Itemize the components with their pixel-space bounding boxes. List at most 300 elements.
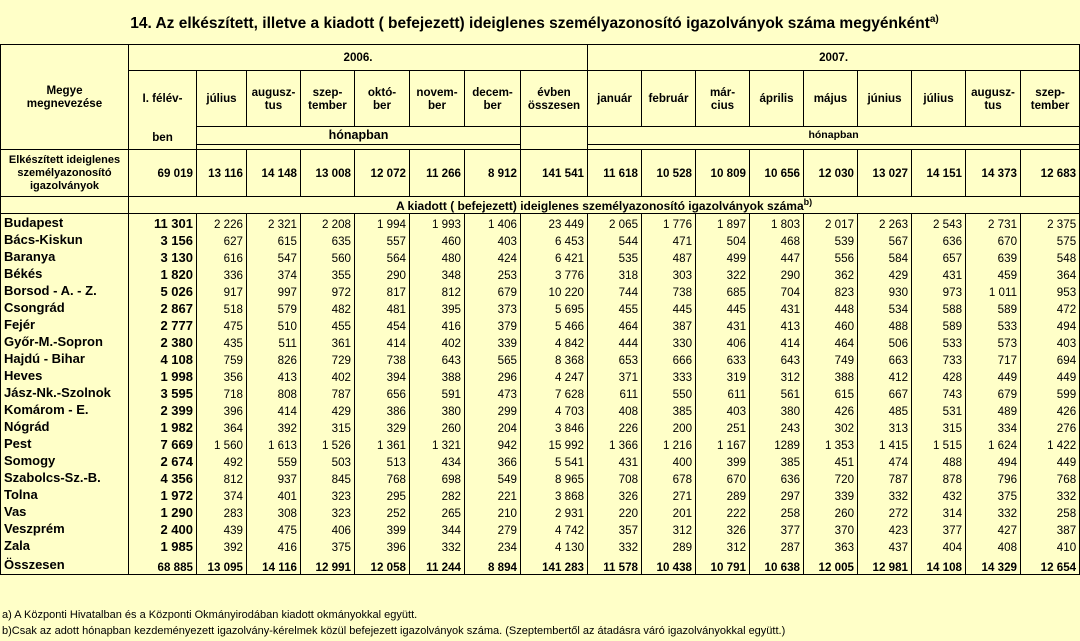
cell-value: 1 526 bbox=[301, 435, 355, 452]
cell-value: 513 bbox=[355, 452, 410, 469]
made-value: 11 618 bbox=[588, 150, 642, 197]
cell-value: 656 bbox=[355, 384, 410, 401]
cell-value: 363 bbox=[804, 537, 858, 554]
month-header-2006: szep- tember bbox=[301, 71, 355, 127]
cell-value: 535 bbox=[588, 248, 642, 265]
cell-value: 472 bbox=[1021, 299, 1080, 316]
cell-value: 657 bbox=[912, 248, 966, 265]
cell-value: 388 bbox=[804, 367, 858, 384]
cell-value: 404 bbox=[912, 537, 966, 554]
issued-header-blank bbox=[1, 197, 129, 214]
cell-value: 694 bbox=[1021, 350, 1080, 367]
cell-value: 1 897 bbox=[696, 214, 750, 232]
cell-value: 297 bbox=[750, 486, 804, 503]
county-name: Tolna bbox=[1, 486, 129, 503]
cell-value: 434 bbox=[410, 452, 465, 469]
cell-value: 667 bbox=[858, 384, 912, 401]
month-header-2007: augusz- tus bbox=[966, 71, 1021, 127]
cell-value: 332 bbox=[858, 486, 912, 503]
table-row bbox=[1, 384, 1080, 401]
footnote-a: a) A Központi Hivatalban és a Központi Okmányirodában kiadott okmányokkal együtt. bbox=[2, 609, 418, 621]
cell-value: 431 bbox=[696, 316, 750, 333]
cell-value: 313 bbox=[858, 418, 912, 435]
county-name: Baranya bbox=[1, 248, 129, 265]
footnotes bbox=[2, 607, 785, 639]
cell-value: 4 842 bbox=[521, 333, 588, 350]
table-row bbox=[1, 333, 1080, 350]
cell-value: 1 803 bbox=[750, 214, 804, 232]
cell-value: 698 bbox=[410, 469, 465, 486]
cell-value: 282 bbox=[410, 486, 465, 503]
cell-value: 812 bbox=[197, 469, 247, 486]
cell-value: 399 bbox=[696, 452, 750, 469]
made-value: 69 019 bbox=[129, 150, 197, 197]
cell-value: 289 bbox=[642, 537, 696, 554]
cell-value: 385 bbox=[750, 452, 804, 469]
cell-value: 474 bbox=[858, 452, 912, 469]
total-value: 8 894 bbox=[465, 554, 521, 575]
cell-value: 355 bbox=[301, 265, 355, 282]
cell-value: 4 356 bbox=[129, 469, 197, 486]
cell-value: 768 bbox=[355, 469, 410, 486]
cell-value: 364 bbox=[1021, 265, 1080, 282]
cell-value: 459 bbox=[966, 265, 1021, 282]
cell-value: 339 bbox=[804, 486, 858, 503]
cell-value: 296 bbox=[465, 367, 521, 384]
month-header-2006: novem- ber bbox=[410, 71, 465, 127]
cell-value: 428 bbox=[912, 367, 966, 384]
cell-value: 557 bbox=[355, 231, 410, 248]
cell-value: 4 108 bbox=[129, 350, 197, 367]
total-value: 12 991 bbox=[301, 554, 355, 575]
cell-value: 937 bbox=[247, 469, 301, 486]
cell-value: 504 bbox=[696, 231, 750, 248]
cell-value: 492 bbox=[197, 452, 247, 469]
statistics-table bbox=[0, 44, 1080, 575]
cell-value: 4 703 bbox=[521, 401, 588, 418]
cell-value: 375 bbox=[966, 486, 1021, 503]
cell-value: 499 bbox=[696, 248, 750, 265]
cell-value: 1 993 bbox=[410, 214, 465, 232]
cell-value: 588 bbox=[912, 299, 966, 316]
cell-value: 287 bbox=[750, 537, 804, 554]
cell-value: 276 bbox=[1021, 418, 1080, 435]
cell-value: 733 bbox=[912, 350, 966, 367]
cell-value: 575 bbox=[1021, 231, 1080, 248]
cell-value: 2 931 bbox=[521, 503, 588, 520]
cell-value: 332 bbox=[966, 503, 1021, 520]
cell-value: 489 bbox=[966, 401, 1021, 418]
cell-value: 1 353 bbox=[804, 435, 858, 452]
cell-value: 289 bbox=[696, 486, 750, 503]
cell-value: 584 bbox=[858, 248, 912, 265]
month-header-2007: május bbox=[804, 71, 858, 127]
honapban-2006: hónapban bbox=[197, 127, 521, 145]
cell-value: 2 400 bbox=[129, 520, 197, 537]
cell-value: 414 bbox=[247, 401, 301, 418]
cell-value: 1 560 bbox=[197, 435, 247, 452]
cell-value: 392 bbox=[247, 418, 301, 435]
cell-value: 503 bbox=[301, 452, 355, 469]
made-value: 14 373 bbox=[966, 150, 1021, 197]
cell-value: 445 bbox=[642, 299, 696, 316]
year-total-header-spacer bbox=[521, 127, 588, 150]
total-value: 11 244 bbox=[410, 554, 465, 575]
cell-value: 399 bbox=[355, 520, 410, 537]
cell-value: 326 bbox=[696, 520, 750, 537]
cell-value: 488 bbox=[912, 452, 966, 469]
made-value: 12 030 bbox=[804, 150, 858, 197]
cell-value: 455 bbox=[588, 299, 642, 316]
cell-value: 7 669 bbox=[129, 435, 197, 452]
made-value: 11 266 bbox=[410, 150, 465, 197]
cell-value: 4 742 bbox=[521, 520, 588, 537]
cell-value: 573 bbox=[966, 333, 1021, 350]
cell-value: 589 bbox=[912, 316, 966, 333]
cell-value: 2 375 bbox=[1021, 214, 1080, 232]
cell-value: 444 bbox=[588, 333, 642, 350]
cell-value: 708 bbox=[588, 469, 642, 486]
cell-value: 639 bbox=[966, 248, 1021, 265]
cell-value: 917 bbox=[197, 282, 247, 299]
cell-value: 403 bbox=[1021, 333, 1080, 350]
cell-value: 1 613 bbox=[247, 435, 301, 452]
cell-value: 400 bbox=[642, 452, 696, 469]
cell-value: 251 bbox=[696, 418, 750, 435]
cell-value: 308 bbox=[247, 503, 301, 520]
cell-value: 533 bbox=[966, 316, 1021, 333]
cell-value: 2 065 bbox=[588, 214, 642, 232]
made-value: 12 072 bbox=[355, 150, 410, 197]
cell-value: 823 bbox=[804, 282, 858, 299]
cell-value: 808 bbox=[247, 384, 301, 401]
cell-value: 749 bbox=[804, 350, 858, 367]
cell-value: 243 bbox=[750, 418, 804, 435]
cell-value: 547 bbox=[247, 248, 301, 265]
cell-value: 402 bbox=[410, 333, 465, 350]
made-value: 14 151 bbox=[912, 150, 966, 197]
made-value: 13 008 bbox=[301, 150, 355, 197]
cell-value: 475 bbox=[197, 316, 247, 333]
cell-value: 550 bbox=[642, 384, 696, 401]
cell-value: 942 bbox=[465, 435, 521, 452]
county-name: Heves bbox=[1, 367, 129, 384]
cell-value: 290 bbox=[355, 265, 410, 282]
cell-value: 330 bbox=[642, 333, 696, 350]
cell-value: 222 bbox=[696, 503, 750, 520]
period-header-half-year-lower: ben bbox=[129, 127, 197, 150]
cell-value: 258 bbox=[750, 503, 804, 520]
cell-value: 482 bbox=[301, 299, 355, 316]
cell-value: 344 bbox=[410, 520, 465, 537]
cell-value: 579 bbox=[247, 299, 301, 316]
cell-value: 366 bbox=[465, 452, 521, 469]
cell-value: 743 bbox=[912, 384, 966, 401]
cell-value: 210 bbox=[465, 503, 521, 520]
cell-value: 402 bbox=[301, 367, 355, 384]
cell-value: 636 bbox=[750, 469, 804, 486]
cell-value: 663 bbox=[858, 350, 912, 367]
cell-value: 447 bbox=[750, 248, 804, 265]
cell-value: 2 017 bbox=[804, 214, 858, 232]
cell-value: 6 421 bbox=[521, 248, 588, 265]
county-name: Borsod - A. - Z. bbox=[1, 282, 129, 299]
cell-value: 396 bbox=[355, 537, 410, 554]
cell-value: 2 263 bbox=[858, 214, 912, 232]
cell-value: 817 bbox=[355, 282, 410, 299]
cell-value: 439 bbox=[197, 520, 247, 537]
cell-value: 559 bbox=[247, 452, 301, 469]
table-row bbox=[1, 248, 1080, 265]
cell-value: 635 bbox=[301, 231, 355, 248]
cell-value: 23 449 bbox=[521, 214, 588, 232]
cell-value: 258 bbox=[1021, 503, 1080, 520]
cell-value: 265 bbox=[410, 503, 465, 520]
table-row bbox=[1, 214, 1080, 232]
cell-value: 2 380 bbox=[129, 333, 197, 350]
cell-value: 1 366 bbox=[588, 435, 642, 452]
month-header-2006: évben összesen bbox=[521, 71, 588, 127]
month-header-2006: decem- ber bbox=[465, 71, 521, 127]
cell-value: 953 bbox=[1021, 282, 1080, 299]
cell-value: 471 bbox=[642, 231, 696, 248]
cell-value: 3 595 bbox=[129, 384, 197, 401]
table-row bbox=[1, 299, 1080, 316]
total-value: 14 108 bbox=[912, 554, 966, 575]
cell-value: 506 bbox=[858, 333, 912, 350]
cell-value: 633 bbox=[696, 350, 750, 367]
cell-value: 312 bbox=[750, 367, 804, 384]
county-name: Komárom - E. bbox=[1, 401, 129, 418]
cell-value: 548 bbox=[1021, 248, 1080, 265]
cell-value: 424 bbox=[465, 248, 521, 265]
total-value: 11 578 bbox=[588, 554, 642, 575]
cell-value: 362 bbox=[804, 265, 858, 282]
cell-value: 406 bbox=[696, 333, 750, 350]
cell-value: 323 bbox=[301, 486, 355, 503]
table-row bbox=[1, 418, 1080, 435]
cell-value: 396 bbox=[197, 401, 247, 418]
cell-value: 302 bbox=[804, 418, 858, 435]
cell-value: 414 bbox=[750, 333, 804, 350]
cell-value: 334 bbox=[966, 418, 1021, 435]
month-header-2007: már- cius bbox=[696, 71, 750, 127]
cell-value: 332 bbox=[410, 537, 465, 554]
cell-value: 413 bbox=[247, 367, 301, 384]
cell-value: 332 bbox=[1021, 486, 1080, 503]
cell-value: 567 bbox=[858, 231, 912, 248]
cell-value: 796 bbox=[966, 469, 1021, 486]
county-name: Hajdú - Bihar bbox=[1, 350, 129, 367]
total-value: 141 283 bbox=[521, 554, 588, 575]
cell-value: 314 bbox=[912, 503, 966, 520]
cell-value: 429 bbox=[858, 265, 912, 282]
cell-value: 685 bbox=[696, 282, 750, 299]
cell-value: 1 167 bbox=[696, 435, 750, 452]
table-row bbox=[1, 486, 1080, 503]
total-value: 12 981 bbox=[858, 554, 912, 575]
cell-value: 616 bbox=[197, 248, 247, 265]
cell-value: 494 bbox=[966, 452, 1021, 469]
cell-value: 556 bbox=[804, 248, 858, 265]
cell-value: 718 bbox=[197, 384, 247, 401]
cell-value: 481 bbox=[355, 299, 410, 316]
cell-value: 533 bbox=[912, 333, 966, 350]
cell-value: 3 868 bbox=[521, 486, 588, 503]
cell-value: 2 674 bbox=[129, 452, 197, 469]
cell-value: 510 bbox=[247, 316, 301, 333]
table-row bbox=[1, 537, 1080, 554]
cell-value: 494 bbox=[1021, 316, 1080, 333]
month-header-2006: októ- ber bbox=[355, 71, 410, 127]
total-value: 14 116 bbox=[247, 554, 301, 575]
cell-value: 4 247 bbox=[521, 367, 588, 384]
county-name: Békés bbox=[1, 265, 129, 282]
county-name: Győr-M.-Sopron bbox=[1, 333, 129, 350]
cell-value: 460 bbox=[804, 316, 858, 333]
county-name: Zala bbox=[1, 537, 129, 554]
month-header-2007: június bbox=[858, 71, 912, 127]
cell-value: 561 bbox=[750, 384, 804, 401]
made-row bbox=[1, 150, 1080, 197]
cell-value: 1 972 bbox=[129, 486, 197, 503]
cell-value: 2 543 bbox=[912, 214, 966, 232]
cell-value: 445 bbox=[696, 299, 750, 316]
made-row-label: Elkészített ideiglenes személyazonosító igazolványok bbox=[1, 150, 129, 197]
cell-value: 414 bbox=[355, 333, 410, 350]
made-value: 13 027 bbox=[858, 150, 912, 197]
cell-value: 319 bbox=[696, 367, 750, 384]
cell-value: 480 bbox=[410, 248, 465, 265]
cell-value: 878 bbox=[912, 469, 966, 486]
cell-value: 1 820 bbox=[129, 265, 197, 282]
cell-value: 449 bbox=[1021, 367, 1080, 384]
cell-value: 738 bbox=[355, 350, 410, 367]
made-value: 14 148 bbox=[247, 150, 301, 197]
cell-value: 454 bbox=[355, 316, 410, 333]
cell-value: 670 bbox=[696, 469, 750, 486]
county-name: Jász-Nk.-Szolnok bbox=[1, 384, 129, 401]
cell-value: 759 bbox=[197, 350, 247, 367]
cell-value: 387 bbox=[642, 316, 696, 333]
cell-value: 636 bbox=[912, 231, 966, 248]
month-header-2007: július bbox=[912, 71, 966, 127]
cell-value: 385 bbox=[642, 401, 696, 418]
total-value: 12 058 bbox=[355, 554, 410, 575]
cell-value: 653 bbox=[588, 350, 642, 367]
total-value: 10 791 bbox=[696, 554, 750, 575]
cell-value: 348 bbox=[410, 265, 465, 282]
cell-value: 388 bbox=[410, 367, 465, 384]
cell-value: 1 361 bbox=[355, 435, 410, 452]
cell-value: 408 bbox=[588, 401, 642, 418]
cell-value: 1 985 bbox=[129, 537, 197, 554]
cell-value: 386 bbox=[355, 401, 410, 418]
cell-value: 426 bbox=[1021, 401, 1080, 418]
cell-value: 339 bbox=[465, 333, 521, 350]
cell-value: 271 bbox=[642, 486, 696, 503]
cell-value: 221 bbox=[465, 486, 521, 503]
cell-value: 423 bbox=[858, 520, 912, 537]
cell-value: 2 321 bbox=[247, 214, 301, 232]
cell-value: 1 422 bbox=[1021, 435, 1080, 452]
cell-value: 627 bbox=[197, 231, 247, 248]
cell-value: 3 130 bbox=[129, 248, 197, 265]
table-row bbox=[1, 367, 1080, 384]
cell-value: 531 bbox=[912, 401, 966, 418]
table-row bbox=[1, 350, 1080, 367]
cell-value: 416 bbox=[410, 316, 465, 333]
cell-value: 361 bbox=[301, 333, 355, 350]
cell-value: 485 bbox=[858, 401, 912, 418]
cell-value: 1 216 bbox=[642, 435, 696, 452]
cell-value: 394 bbox=[355, 367, 410, 384]
cell-value: 373 bbox=[465, 299, 521, 316]
total-value: 68 885 bbox=[129, 554, 197, 575]
cell-value: 455 bbox=[301, 316, 355, 333]
cell-value: 449 bbox=[966, 367, 1021, 384]
cell-value: 435 bbox=[197, 333, 247, 350]
cell-value: 315 bbox=[912, 418, 966, 435]
cell-value: 1 998 bbox=[129, 367, 197, 384]
cell-value: 549 bbox=[465, 469, 521, 486]
cell-value: 356 bbox=[197, 367, 247, 384]
table-row bbox=[1, 520, 1080, 537]
month-header-2007: szep- tember bbox=[1021, 71, 1080, 127]
cell-value: 395 bbox=[410, 299, 465, 316]
county-name: Bács-Kiskun bbox=[1, 231, 129, 248]
county-name: Nógrád bbox=[1, 418, 129, 435]
cell-value: 589 bbox=[966, 299, 1021, 316]
cell-value: 670 bbox=[966, 231, 1021, 248]
total-label: Összesen bbox=[1, 554, 129, 575]
cell-value: 464 bbox=[588, 316, 642, 333]
cell-value: 738 bbox=[642, 282, 696, 299]
cell-value: 448 bbox=[804, 299, 858, 316]
total-value: 12 654 bbox=[1021, 554, 1080, 575]
cell-value: 303 bbox=[642, 265, 696, 282]
cell-value: 1 406 bbox=[465, 214, 521, 232]
cell-value: 431 bbox=[750, 299, 804, 316]
cell-value: 1 415 bbox=[858, 435, 912, 452]
cell-value: 3 156 bbox=[129, 231, 197, 248]
made-value: 10 528 bbox=[642, 150, 696, 197]
cell-value: 426 bbox=[804, 401, 858, 418]
cell-value: 451 bbox=[804, 452, 858, 469]
total-value: 10 438 bbox=[642, 554, 696, 575]
cell-value: 253 bbox=[465, 265, 521, 282]
total-value: 14 329 bbox=[966, 554, 1021, 575]
cell-value: 377 bbox=[750, 520, 804, 537]
cell-value: 431 bbox=[912, 265, 966, 282]
cell-value: 410 bbox=[1021, 537, 1080, 554]
cell-value: 226 bbox=[588, 418, 642, 435]
table-row bbox=[1, 231, 1080, 248]
county-name: Pest bbox=[1, 435, 129, 452]
cell-value: 591 bbox=[410, 384, 465, 401]
cell-value: 380 bbox=[750, 401, 804, 418]
cell-value: 260 bbox=[804, 503, 858, 520]
cell-value: 406 bbox=[301, 520, 355, 537]
table-row bbox=[1, 401, 1080, 418]
cell-value: 370 bbox=[804, 520, 858, 537]
cell-value: 464 bbox=[804, 333, 858, 350]
cell-value: 826 bbox=[247, 350, 301, 367]
made-value: 141 541 bbox=[521, 150, 588, 197]
cell-value: 437 bbox=[858, 537, 912, 554]
cell-value: 787 bbox=[301, 384, 355, 401]
cell-value: 326 bbox=[588, 486, 642, 503]
